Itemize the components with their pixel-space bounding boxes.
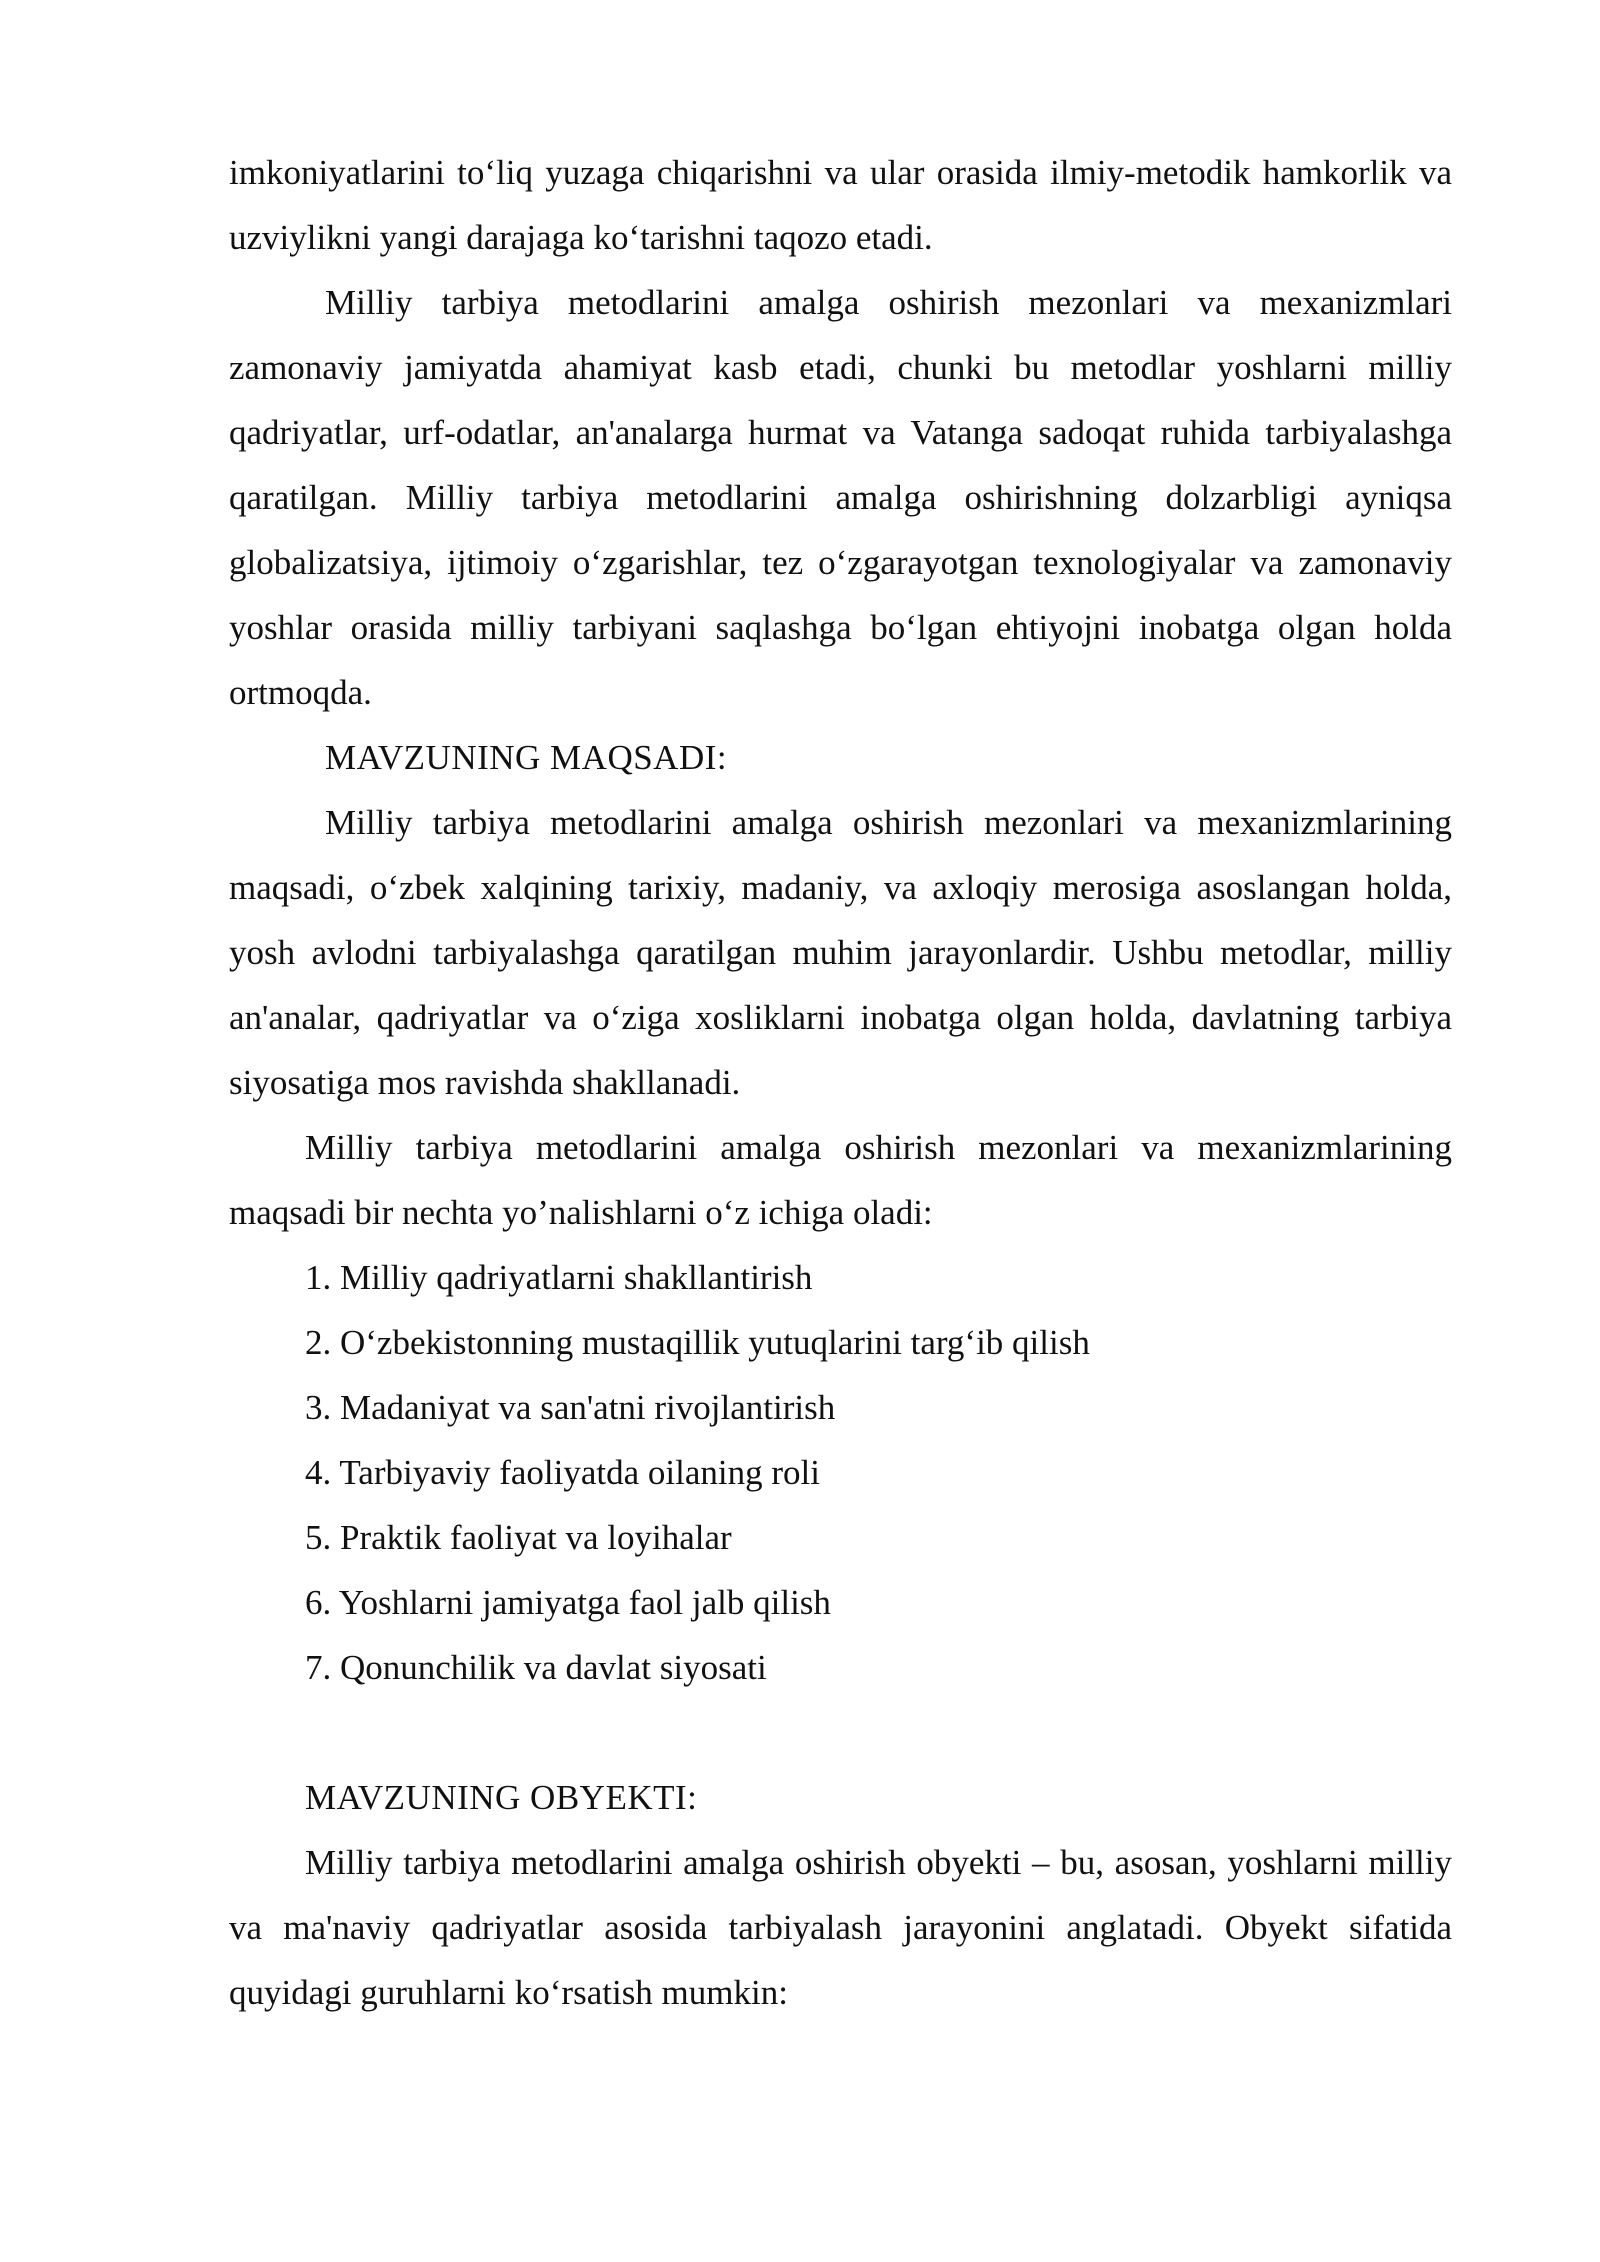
- document-page: [229, 140, 1452, 2025]
- blank-line: [229, 1700, 1452, 1765]
- list-item: 5. Praktik faoliyat va loyihalar: [305, 1518, 732, 1557]
- directions-list: [229, 1245, 1452, 1700]
- list-item: 1. Milliy qadriyatlarni shakllantirish: [305, 1258, 813, 1297]
- directions-paragraph: Milliy tarbiya metodlarini amalga oshirish mezonlari va mexanizmlarining maqsadi bir nechta yo’nalishlarni o‘z ichiga oladi:: [229, 1128, 1452, 1232]
- list-item: 4. Tarbiyaviy faoliyatda oilaning roli: [305, 1453, 820, 1492]
- object-heading: MAVZUNING OBYEKTI:: [305, 1778, 698, 1817]
- list-item: 3. Madaniyat va san'atni rivojlantirish: [305, 1388, 836, 1427]
- list-item: 6. Yoshlarni jamiyatga faol jalb qilish: [305, 1583, 831, 1622]
- list-item: 2. O‘zbekistonning mustaqillik yutuqlarini targ‘ib qilish: [305, 1323, 1090, 1362]
- goal-paragraph: Milliy tarbiya metodlarini amalga oshirish mezonlari va mexanizmlarining maqsadi, o‘zbek xalqining tarixiy, madaniy, va axloqiy merosiga asoslangan holda, yosh avlodni tarbiyalashga qaratilgan muhim jarayonlardir. Ushbu metodlar, milliy an'analar, qadriyatlar va o‘ziga xosliklarni inobatga olgan holda, davlatning tarbiya siyosatiga mos ravishda shakllanadi.: [229, 803, 1452, 1102]
- goal-heading: MAVZUNING MAQSADI:: [325, 738, 728, 777]
- intro-paragraph: imkoniyatlarini to‘liq yuzaga chiqarishni va ular orasida ilmiy-metodik hamkorlik va uzviylikni yangi darajaga ko‘tarishni taqozo etadi.: [229, 153, 1452, 257]
- list-item: 7. Qonunchilik va davlat siyosati: [305, 1648, 767, 1687]
- relevance-paragraph: Milliy tarbiya metodlarini amalga oshirish mezonlari va mexanizmlari zamonaviy jamiyatda ahamiyat kasb etadi, chunki bu metodlar yoshlarni milliy qadriyatlar, urf-odatlar, an'analarga hurmat va Vatanga sadoqat ruhida tarbiyalashga qaratilgan. Milliy tarbiya metodlarini amalga oshirishning dolzarbligi ayniqsa globalizatsiya, ijtimoiy o‘zgarishlar, tez o‘zgarayotgan texnologiyalar va zamonaviy yoshlar orasida milliy tarbiyani saqlashga bo‘lgan ehtiyojni inobatga olgan holda ortmoqda.: [229, 283, 1452, 712]
- object-paragraph: Milliy tarbiya metodlarini amalga oshirish obyekti – bu, asosan, yoshlarni milliy va ma'naviy qadriyatlar asosida tarbiyalash jarayonini anglatadi. Obyekt sifatida quyidagi guruhlarni ko‘rsatish mumkin:: [229, 1843, 1452, 2012]
